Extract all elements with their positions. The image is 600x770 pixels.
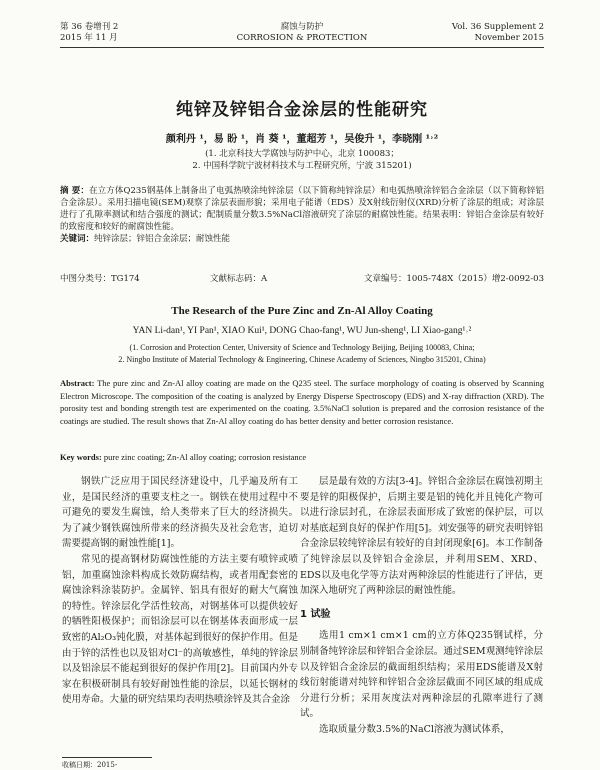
keywords-en-text: pure zinc coating; Zn-Al alloy coating; corrosion resistance xyxy=(103,452,307,462)
paragraph: 钢铁广泛应用于国民经济建设中，几乎遍及所有工业，是国民经济的重要支柱之一。钢铁在使用过程中不可避免的要发生腐蚀，给人类带来了巨大的经济损失。为了减少钢铁腐蚀所带来的经济损失及社会危害，迫切需要提高钢的耐蚀性能[1]。 xyxy=(62,476,298,550)
document-code: 文献标志码：A xyxy=(210,274,268,284)
affiliation-cn-2: 2. 中国科学院宁波材料技术与工程研究所，宁波 315201) xyxy=(192,161,412,171)
abstract-cn-label: 摘 要： xyxy=(60,186,90,196)
clc-number: 中图分类号：TG174 xyxy=(60,274,140,284)
journal-name-cn: 腐蚀与防护 xyxy=(280,22,324,32)
header-right xyxy=(452,22,544,44)
paragraph: 选用1 cm×1 cm×1 cm的立方体Q235钢试样，分别制备纯锌涂层和锌铝合金涂层。通过SEM观测纯锌涂层以及锌铝合金涂层的截面组织结构；采用EDS能谱及X射线衍射能谱对纯锌和锌铝合金涂层截面不同区域的组成成分进行分析；采用灰度法对两种涂层的孔隙率进行了测试。 xyxy=(300,630,543,720)
title-en: The Research of the Pure Zinc and Zn-Al Alloy Coating xyxy=(171,305,433,317)
footnote: 收稿日期：2015- xyxy=(62,761,118,769)
paragraph: 常见的提高钢材防腐蚀性能的方法主要有喷锌或喷铝，加重腐蚀涂料构成长效防腐结构，或者用配套密的腐蚀涂料涂装防护。金属锌、铝具有很好的耐大气腐蚀的特性。锌涂层化学活性较高，对钢基体可以提供较好的牺牲阳极保护；而铝涂层可以在钢基体表面形成一层致密的Al₂O₃钝化膜，对基体起到很好的保护作用。但是由于锌的活性也以及铝对Cl⁻的高敏感性，单纯的锌涂层以及铝涂层不能起到很好的保护作用[2]。目前国内外专家在积极研制具有较好耐蚀性能的涂层，以延长钢材的使用寿命。大量的研究结果均表明热喷涂锌及其合金涂 xyxy=(62,553,298,706)
abstract-en-text: The pure zinc and Zn-Al alloy coating are made on the Q235 steel. The surface morphology of coating is observed by Scanning Electron Microscope. The composition of the coating is analyzed by Energy Disperse Spectroscopy (EDS) and X-ray diffraction (XRD). The porosity test and bonding strength test are experimented on the coating. 3.5%NaCl solution is prepared and the corrosion resistance of the coatings are studied. The result shows that Zn-Al alloy coating do has better density and better corrosion resistance. xyxy=(60,378,545,426)
paragraph: 层是最有效的方法[3-4]。锌铝合金涂层在腐蚀初期主要是锌的阳极保护，后期主要是铝的钝化并且钝化产物可以进行涂层封孔，在涂层表面形成了致密的保护层，可以对基底起到良好的保护作用[5]。刘安强等的研究表明锌铝合金涂层较纯锌涂层有较好的自封闭现象[6]。本工作制备了纯锌涂层以及锌铝合金涂层，并利用SEM、XRD、EDS以及电化学等方法对两种涂层的性能进行了评估，更加深入地研究了两种涂层的耐蚀性能。 xyxy=(300,476,543,597)
keywords-cn-text: 纯锌涂层；锌铝合金涂层；耐蚀性能 xyxy=(94,234,231,244)
footnote-rule xyxy=(62,757,152,758)
authors-cn: 颜利丹 ¹，易 盼 ¹，肖 葵 ¹，董超芳 ¹，吴俊升 ¹，李晓刚 ¹˒² xyxy=(165,134,439,145)
date-cn: 2015 年 11 月 xyxy=(60,33,118,43)
paragraph: 选取质量分数3.5%的NaCl溶液为测试体系， xyxy=(319,723,510,735)
abstract-en-label: Abstract: xyxy=(60,378,95,388)
date-en: November 2015 xyxy=(474,33,544,43)
abstract-cn-text: 在立方体Q235钢基体上制备出了电弧热喷涂纯锌涂层（以下简称纯锌涂层）和电弧热喷涂锌铝合金涂层（以下简称锌铝合金涂层）。采用扫描电镜(SEM)观察了涂层表面形貌；采用电子能谱（EDS）及X射线衍射仪(XRD)分析了涂层的组成；对涂层进行了孔隙率测试和结合强度的测试；配制质量分数3.5%NaCl溶液研究了涂层的耐腐蚀性能。结果表明：锌铝合金涂层有较好的致密度和较好的耐腐蚀性能。 xyxy=(60,186,544,232)
journal-name-en: CORROSION & PROTECTION xyxy=(236,33,368,43)
section-heading: 1 试验 xyxy=(300,608,331,620)
abstract-en xyxy=(60,377,544,427)
keywords-en-label: Key words: xyxy=(60,452,102,462)
volume-en: Vol. 36 Supplement 2 xyxy=(451,22,544,32)
affiliations-cn xyxy=(60,148,544,172)
affiliations-en xyxy=(60,342,544,365)
body-column-left xyxy=(62,474,298,708)
classification-row xyxy=(60,272,544,284)
header-rule xyxy=(60,47,544,48)
keywords-cn-label: 关键词： xyxy=(60,234,95,244)
body-column-right xyxy=(300,474,543,738)
volume-cn: 第 36 卷增刊 2 xyxy=(60,22,119,32)
title-cn: 纯锌及锌铝合金涂层的性能研究 xyxy=(176,100,428,120)
affiliation-en-2: 2. Ningbo Institute of Material Technology & Engineering, Chinese Academy of Sciences, Ningbo 315201, China) xyxy=(118,354,486,364)
article-number: 文章编号：1005-748X（2015）增2-0092-03 xyxy=(363,274,544,284)
abstract-cn xyxy=(60,185,544,245)
authors-en: YAN Li-dan¹, YI Pan¹, XIAO Kui¹, DONG Chao-fang¹, WU Jun-sheng¹, LI Xiao-gang¹˒² xyxy=(132,326,472,336)
affiliation-en-1: (1. Corrosion and Protection Center, University of Science and Technology Beijing, Beijing 100083, China; xyxy=(129,343,475,352)
keywords-en xyxy=(60,452,544,462)
affiliation-cn-1: (1. 北京科技大学腐蚀与防护中心，北京 100083； xyxy=(205,149,399,159)
